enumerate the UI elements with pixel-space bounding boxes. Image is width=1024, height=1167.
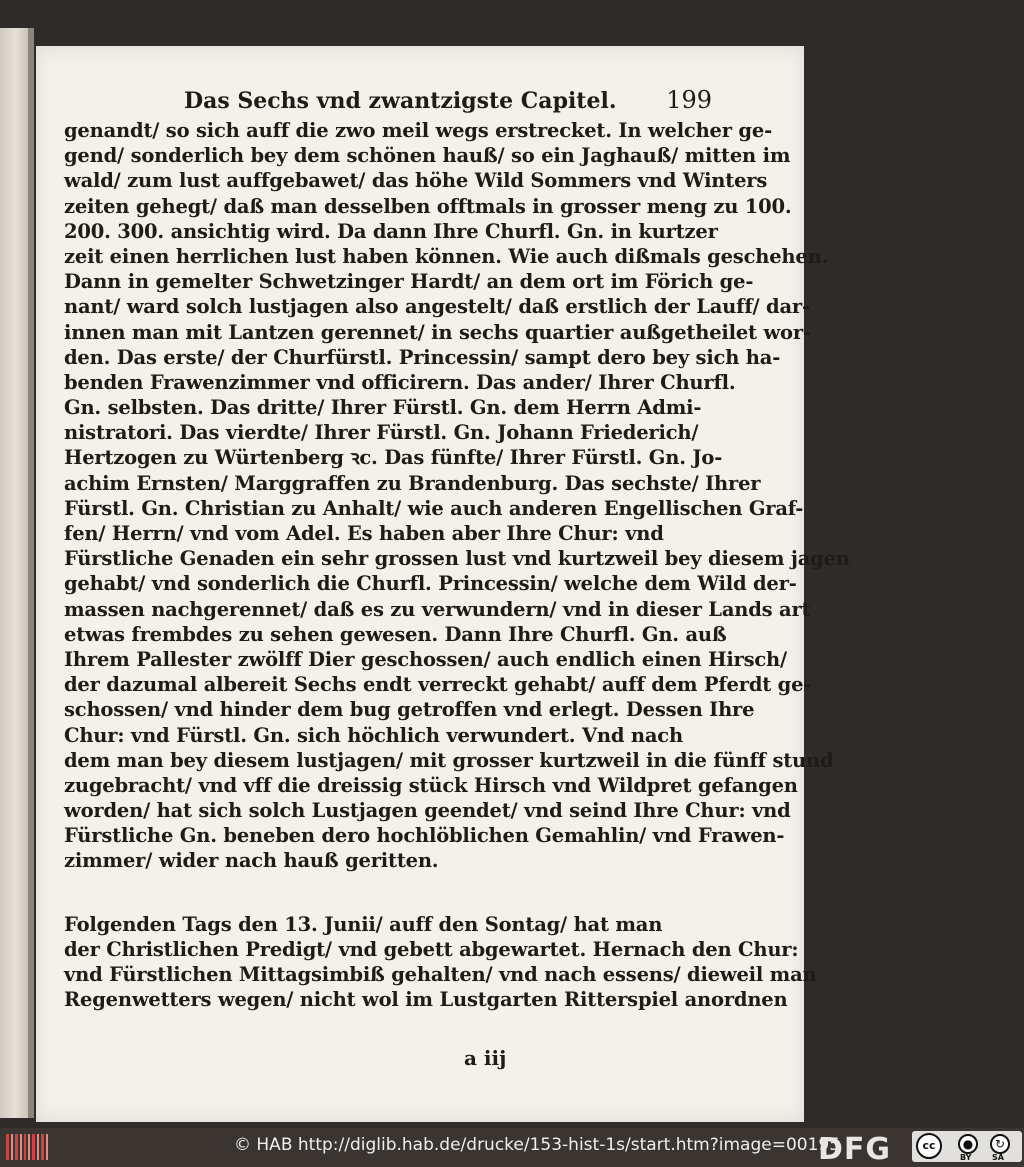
text-line: genandt/ so sich auff die zwo meil wegs erstrecket. In welcher ge- — [64, 119, 772, 142]
page-number: 199 — [666, 86, 712, 114]
sa-label: SA — [992, 1153, 1004, 1162]
text-line: fen/ Herrn/ vnd vom Adel. Es haben aber Ihre Chur: vnd — [64, 522, 664, 545]
text-line: Folgenden Tags den 13. Junii/ auff den Sontag/ hat man — [64, 912, 663, 936]
text-line: Hertzogen zu Würtenberg ꝛc. Das fünfte/ Ihrer Fürstl. Gn. Jo- — [64, 446, 723, 470]
text-line: schossen/ vnd hinder dem bug getroffen vnd erlegt. Dessen Ihre — [64, 698, 755, 722]
paragraph-2 — [64, 912, 817, 1013]
text-line: nant/ ward solch lustjagen also angestelt/ daß erstlich der Lauff/ dar- — [64, 295, 810, 319]
text-line: etwas frembdes zu sehen gewesen. Dann Ihre Churfl. Gn. auß — [64, 622, 727, 646]
text-line: massen nachgerennet/ daß es zu verwundern/ vnd in dieser Lands art — [64, 597, 811, 621]
text-line: nistratori. Das vierdte/ Ihrer Fürstl. Gn. Johann Friederich/ — [64, 421, 699, 445]
text-line: achim Ernsten/ Marggraffen zu Brandenburg. Das sechste/ Ihrer — [64, 471, 761, 495]
text-line: Chur: vnd Fürstl. Gn. sich höchlich verwundert. Vnd nach — [64, 723, 683, 747]
text-line: innen man mit Lantzen gerennet/ in sechs quartier außgetheilet wor- — [64, 320, 811, 344]
text-line: zugebracht/ vnd vff die dreissig stück Hirsch vnd Wildpret gefangen — [64, 773, 798, 797]
cc-icon: cc — [916, 1133, 942, 1159]
cc-license-badge[interactable] — [912, 1131, 1022, 1162]
text-line: benden Frawenzimmer vnd officirern. Das ander/ Ihrer Churfl. — [64, 370, 736, 394]
share-alike-icon: ↻ — [990, 1134, 1010, 1154]
text-line: Gn. selbsten. Das dritte/ Ihrer Fürstl. Gn. dem Herrn Admi- — [64, 396, 702, 420]
running-title: Das Sechs vnd zwantzigste Capitel. — [184, 88, 617, 114]
left-page-edge — [0, 28, 34, 1118]
by-attribution-icon: ● — [958, 1134, 978, 1154]
text-line: Regenwetters wegen/ nicht wol im Lustgarten Ritterspiel anordnen — [64, 988, 788, 1012]
text-line: Fürstliche Genaden ein sehr grossen lust vnd kurtzweil bey diesem jagen — [64, 547, 850, 571]
signature-mark: a iij — [464, 1046, 507, 1070]
text-line: dem man bey diesem lustjagen/ mit grosser kurtzweil in die fünff stund — [64, 748, 834, 772]
text-line: der dazumal albereit Sechs endt verreckt gehabt/ auff dem Pferdt ge- — [64, 673, 812, 697]
text-line: der Christlichen Predigt/ vnd gebett abgewartet. Hernach den Chur: — [64, 937, 799, 961]
paragraph-1 — [64, 118, 850, 874]
text-line: zimmer/ wider nach hauß geritten. — [64, 849, 439, 873]
text-line: zeiten gehegt/ daß man desselben offtmals in grosser meng zu 100. — [64, 194, 792, 218]
text-line: gehabt/ vnd sonderlich die Churfl. Princessin/ welche dem Wild der- — [64, 572, 797, 596]
library-logo-icon[interactable] — [6, 1134, 48, 1160]
dfg-logo[interactable]: DFG — [818, 1132, 892, 1167]
text-line: worden/ hat sich solch Lustjagen geendet/ vnd seind Ihre Chur: vnd — [64, 799, 791, 823]
text-line: den. Das erste/ der Churfürstl. Princessin/ sampt dero bey sich ha- — [64, 345, 781, 369]
running-head — [64, 86, 712, 114]
text-line: 200. 300. ansichtig wird. Da dann Ihre Churfl. Gn. in kurtzer — [64, 219, 718, 243]
text-line: vnd Fürstlichen Mittagsimbiß gehalten/ vnd nach essens/ dieweil man — [64, 963, 817, 986]
text-line: zeit einen herrlichen lust haben können. Wie auch dißmals geschehen. — [64, 244, 829, 268]
text-line: gend/ sonderlich bey dem schönen hauß/ so ein Jaghauß/ mitten im — [64, 144, 791, 168]
text-line: Fürstl. Gn. Christian zu Anhalt/ wie auch anderen Engellischen Graf- — [64, 496, 804, 520]
footer-bar — [0, 1128, 1024, 1165]
text-line: wald/ zum lust auffgebawet/ das höhe Wild Sommers vnd Winters — [64, 169, 768, 193]
text-line: Dann in gemelter Schwetzinger Hardt/ an dem ort im Förich ge- — [64, 270, 754, 294]
page-text-block — [64, 86, 850, 1012]
copyright-link[interactable]: © HAB http://diglib.hab.de/drucke/153-hist-1s/start.htm?image=00195 — [234, 1135, 841, 1155]
text-line: Fürstliche Gn. beneben dero hochlöblichen Gemahlin/ vnd Frawen- — [64, 824, 785, 848]
book-page — [36, 46, 850, 1122]
by-label: BY — [960, 1153, 972, 1162]
text-line: Ihrem Pallester zwölff Dier geschossen/ auch endlich einen Hirsch/ — [64, 647, 787, 671]
